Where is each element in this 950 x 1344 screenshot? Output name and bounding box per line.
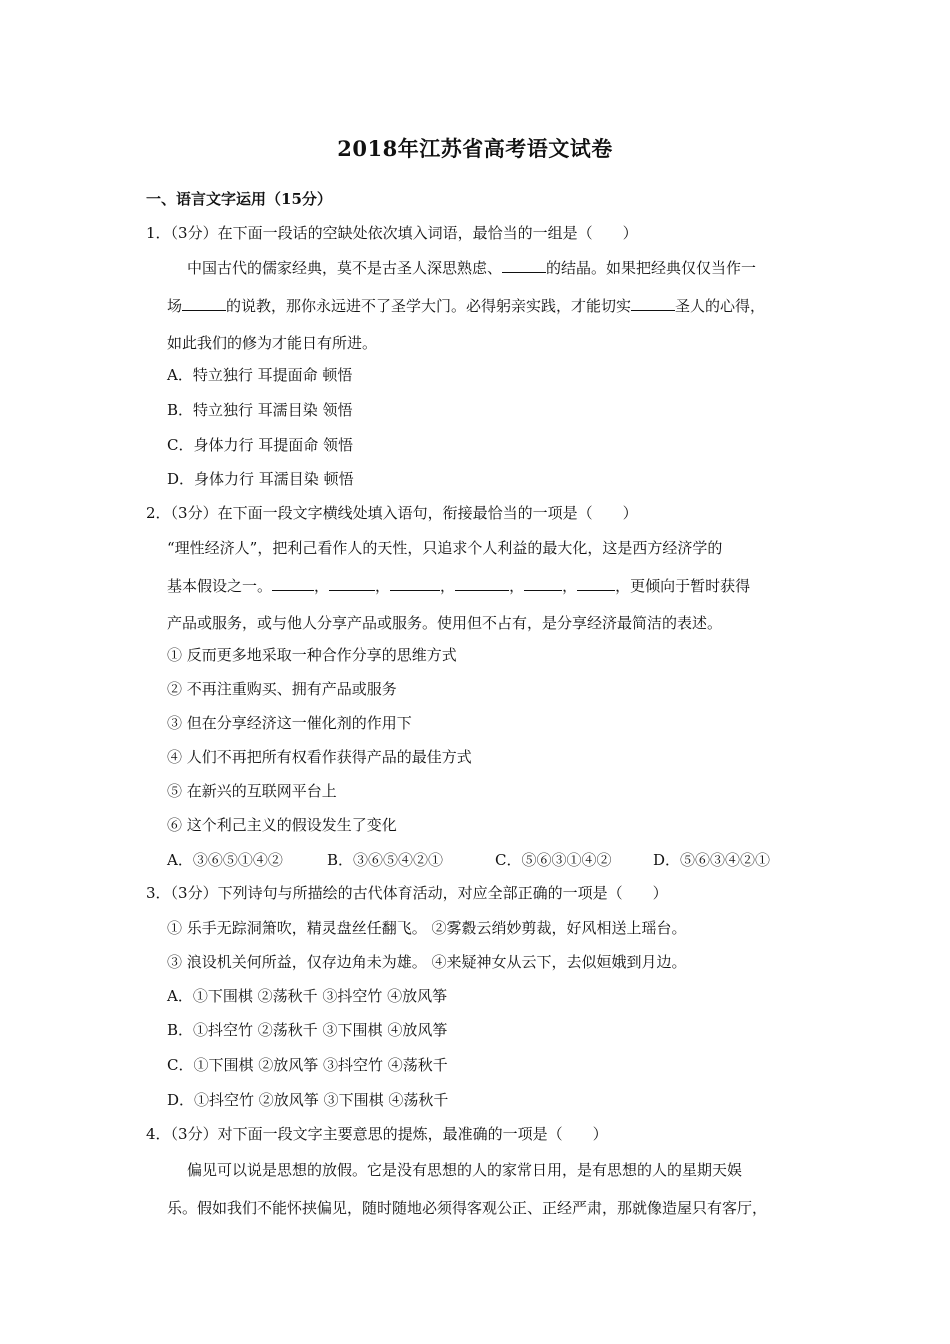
q2-sentence-4: ④ 人们不再把所有权看作获得产品的最佳方式 (167, 748, 472, 766)
q2-blank (272, 576, 314, 591)
q2-passage-line3: 产品或服务，或与他人分享产品或服务。使用但不占有，是分享经济最简洁的表述。 (167, 614, 723, 632)
q4-stem: 4．（3分）对下面一段文字主要意思的提炼，最准确的一项是（ ） (146, 1125, 608, 1143)
q1-passage-line2 (167, 296, 765, 316)
q2-option-d: D．⑤⑥③④②① (653, 851, 771, 869)
q2-text: ，更倾向于暂时获得 (615, 577, 751, 595)
q4-passage-line1: 偏见可以说是思想的放假。它是没有思想的人的家常日用，是有思想的人的星期天娱 (187, 1161, 743, 1179)
q3-option-d: D．①抖空竹 ②放风筝 ③下围棋 ④荡秋千 (167, 1091, 449, 1109)
q2-sentence-3: ③ 但在分享经济这一催化剂的作用下 (167, 714, 412, 732)
q2-stem: 2．（3分）在下面一段文字横线处填入语句，衔接最恰当的一项是（ ） (146, 504, 638, 522)
q2-option-b: B．③⑥⑤④②① (327, 851, 444, 869)
q2-blank (329, 576, 375, 591)
q2-sentence-2: ② 不再注重购买、拥有产品或服务 (167, 680, 397, 698)
q3-poem-line1: ① 乐手无踪洞箫吹，精灵盘丝任翻飞。 ②雾縠云绡妙剪裁，好风相送上瑶台。 (167, 919, 687, 937)
q1-option-d: D．身体力行 耳濡目染 顿悟 (167, 470, 354, 488)
q3-stem: 3．（3分）下列诗句与所描绘的古代体育活动，对应全部正确的一项是（ ） (146, 884, 668, 902)
q1-text: 场 (167, 297, 183, 315)
q1-text: 中国古代的儒家经典，莫不是古圣人深思熟虑、 (187, 259, 503, 277)
q2-comma: ， (314, 577, 330, 595)
q2-comma: ， (440, 577, 456, 595)
q2-blank (577, 576, 615, 591)
q2-sentence-1: ① 反而更多地采取一种合作分享的思维方式 (167, 646, 457, 664)
q2-blank (455, 576, 509, 591)
q1-stem: 1．（3分）在下面一段话的空缺处依次填入词语，最恰当的一组是（ ） (146, 224, 638, 242)
q2-comma: ， (509, 577, 525, 595)
q1-blank-2 (182, 296, 226, 311)
q1-text: 的结晶。如果把经典仅仅当作一 (546, 259, 757, 277)
q1-passage-line1 (187, 258, 756, 278)
q1-text: 圣人的心得， (675, 297, 766, 315)
q3-option-c: C．①下围棋 ②放风筝 ③抖空竹 ④荡秋千 (167, 1056, 448, 1074)
q1-blank-3 (631, 296, 675, 311)
q2-blank (390, 576, 440, 591)
q2-option-c: C．⑤⑥③①④② (495, 851, 612, 869)
q2-sentence-5: ⑤ 在新兴的互联网平台上 (167, 782, 337, 800)
q2-comma: ， (562, 577, 578, 595)
q1-blank-1 (502, 258, 546, 273)
q1-option-b: B．特立独行 耳濡目染 领悟 (167, 401, 353, 419)
q2-comma: ， (375, 577, 391, 595)
page-title: 2018年江苏省高考语文试卷 (337, 136, 613, 161)
q3-option-a: A．①下围棋 ②荡秋千 ③抖空竹 ④放风筝 (167, 987, 448, 1005)
section-heading: 一、语言文字运用（15分） (146, 190, 332, 208)
q3-option-b: B．①抖空竹 ②荡秋千 ③下围棋 ④放风筝 (167, 1021, 448, 1039)
q3-poem-line2: ③ 浪设机关何所益，仅存边角未为雄。 ④来疑神女从云下，去似姮娥到月边。 (167, 953, 687, 971)
q2-sentence-6: ⑥ 这个利己主义的假设发生了变化 (167, 816, 397, 834)
q2-blank (524, 576, 562, 591)
q2-options (167, 850, 770, 870)
q2-passage-line1: “理性经济人”，把利己看作人的天性，只追求个人利益的最大化，这是西方经济学的 (167, 539, 723, 557)
q1-option-a: A．特立独行 耳提面命 顿悟 (167, 366, 353, 384)
q1-passage-line3: 如此我们的修为才能日有所进。 (167, 334, 378, 352)
q1-text: 的说教，那你永远进不了圣学大门。必得躬亲实践，才能切实 (226, 297, 632, 315)
q4-passage-line2: 乐。假如我们不能怀挟偏见，随时随地必须得客观公正、正经严肃，那就像造屋只有客厅， (167, 1199, 768, 1217)
q1-option-c: C．身体力行 耳提面命 领悟 (167, 436, 354, 454)
q2-passage-line2 (167, 576, 750, 596)
q2-text: 基本假设之一。 (167, 577, 273, 595)
q2-option-a: A．③⑥⑤①④② (167, 851, 283, 869)
